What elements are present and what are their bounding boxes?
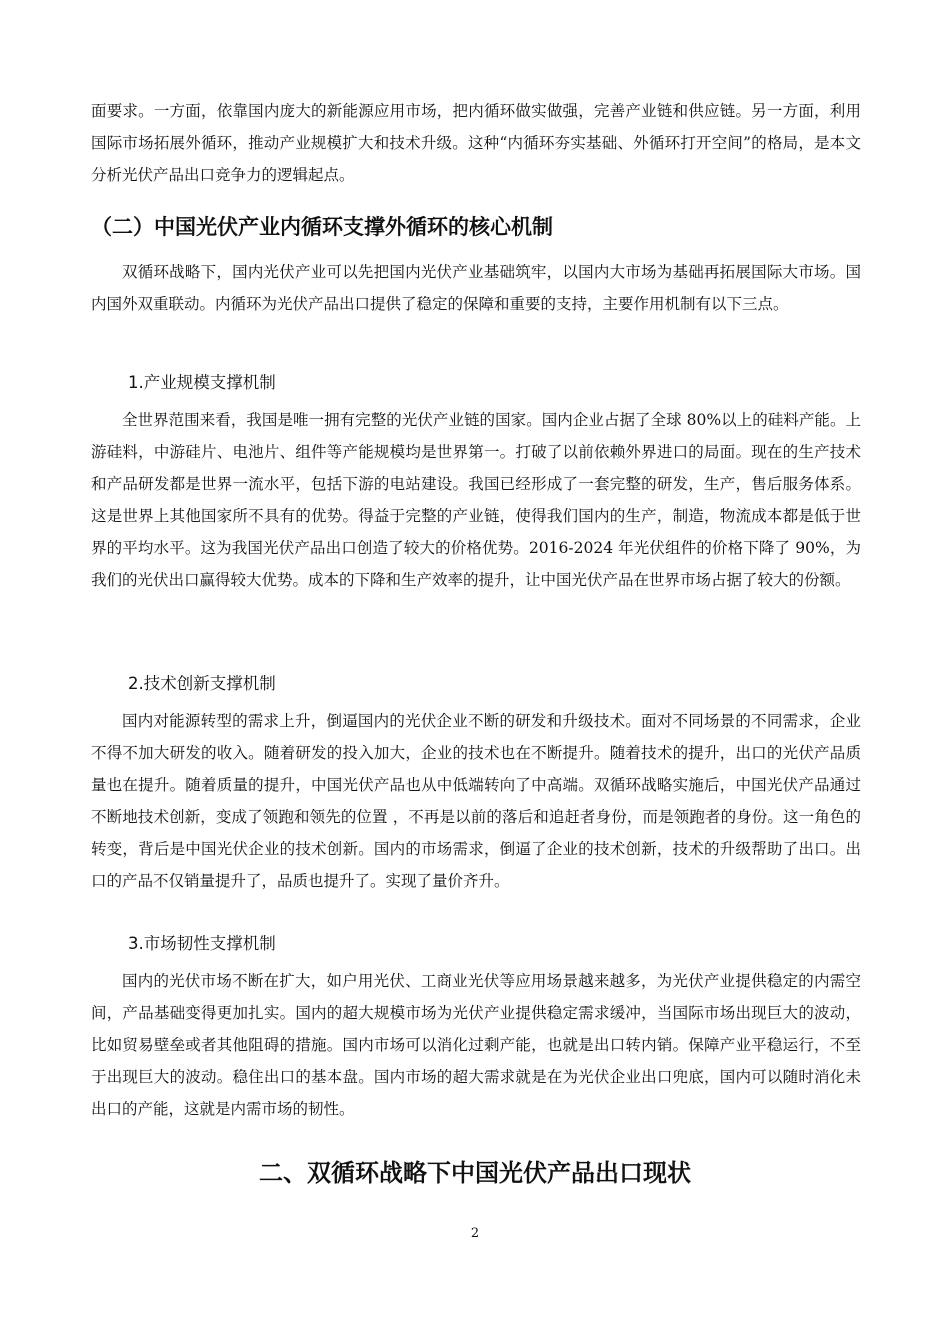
paragraph-tech-innovation: 国内对能源转型的需求上升，倒逼国内的光伏企业不断的研发和升级技术。面对不同场景的不同需求，企业不得不加大研发的收入。随着研发的投入加大，企业的技术也在不断提升。随着技术的提升，出口的光伏产品质量也在提升。随着质量的提升，中国光伏产品也从中低端转向了中高端。双循环战略实施后，中国光伏产品通过不断地技术创新，变成了领跑和领先的位置 ，不再是以前的落后和追赶者身份，而是领跑者的身份。这一角色的转变，背后是中国光伏企业的技术创新。国内的市场需求，倒逼了企业的技术创新，技术的升级帮助了出口。出口的产品不仅销量提升了，品质也提升了。实现了量价齐升。 (91, 712, 861, 890)
paragraph-dual-circulation: 双循环战略下，国内光伏产业可以先把国内光伏产业基础筑牢，以国内大市场为基础再拓展国际大市场。国内国外双重联动。内循环为光伏产品出口提供了稳定的保障和重要的支持，主要作用机制有以下三点。 (91, 263, 861, 313)
paragraph-intro-continued: 面要求。一方面，依靠国内庞大的新能源应用市场，把内循环做实做强，完善产业链和供应链。另一方面，利用国际市场拓展外循环，推动产业规模扩大和技术升级。这种“内循环夯实基础、外循环打开空间”的格局，是本文分析光伏产品出口竞争力的逻辑起点。 (91, 102, 861, 184)
subheading-industry-scale: 1.产业规模支撑机制 (128, 373, 276, 392)
paragraph-industry-scale: 全世界范围来看，我国是唯一拥有完整的光伏产业链的国家。国内企业占据了全球 80%以上的硅料产能。上游硅料，中游硅片、电池片、组件等产能规模均是世界第一。打破了以前依赖外界进口的局面。现在的生产技术和产品研发都是世界一流水平，包括下游的电站建设。我国已经形成了一套完整的研发，生产，售后服务体系。这是世界上其他国家所不具有的优势。得益于完整的产业链，使得我们国内的生产，制造，物流成本都是低于世界的平均水平。这为我国光伏产品出口创造了较大的价格优势。2016-2024 年光伏组件的价格下降了 90%，为我们的光伏出口赢得较大优势。成本的下降和生产效率的提升，让中国光伏产品在世界市场占据了较大的份额。 (91, 411, 861, 589)
section-heading-core-mechanism: （二）中国光伏产业内循环支撑外循环的核心机制 (91, 215, 553, 239)
subheading-tech-innovation: 2.技术创新支撑机制 (128, 674, 276, 693)
chapter-heading-export-status: 二、双循环战略下中国光伏产品出口现状 (259, 1159, 691, 1187)
page-number: 2 (470, 1226, 480, 1241)
subheading-market-resilience: 3.市场韧性支撑机制 (128, 934, 276, 953)
paragraph-market-resilience: 国内的光伏市场不断在扩大，如户用光伏、工商业光伏等应用场景越来越多，为光伏产业提供稳定的内需空间，产品基础变得更加扎实。国内的超大规模市场为光伏产业提供稳定需求缓冲，当国际市场出现巨大的波动，比如贸易壁垒或者其他阻碍的措施。国内市场可以消化过剩产能，也就是出口转内销。保障产业平稳运行，不至于出现巨大的波动。稳住出口的基本盘。国内市场的超大需求就是在为光伏企业出口兜底，国内可以随时消化未出口的产能，这就是内需市场的韧性。 (91, 972, 861, 1118)
